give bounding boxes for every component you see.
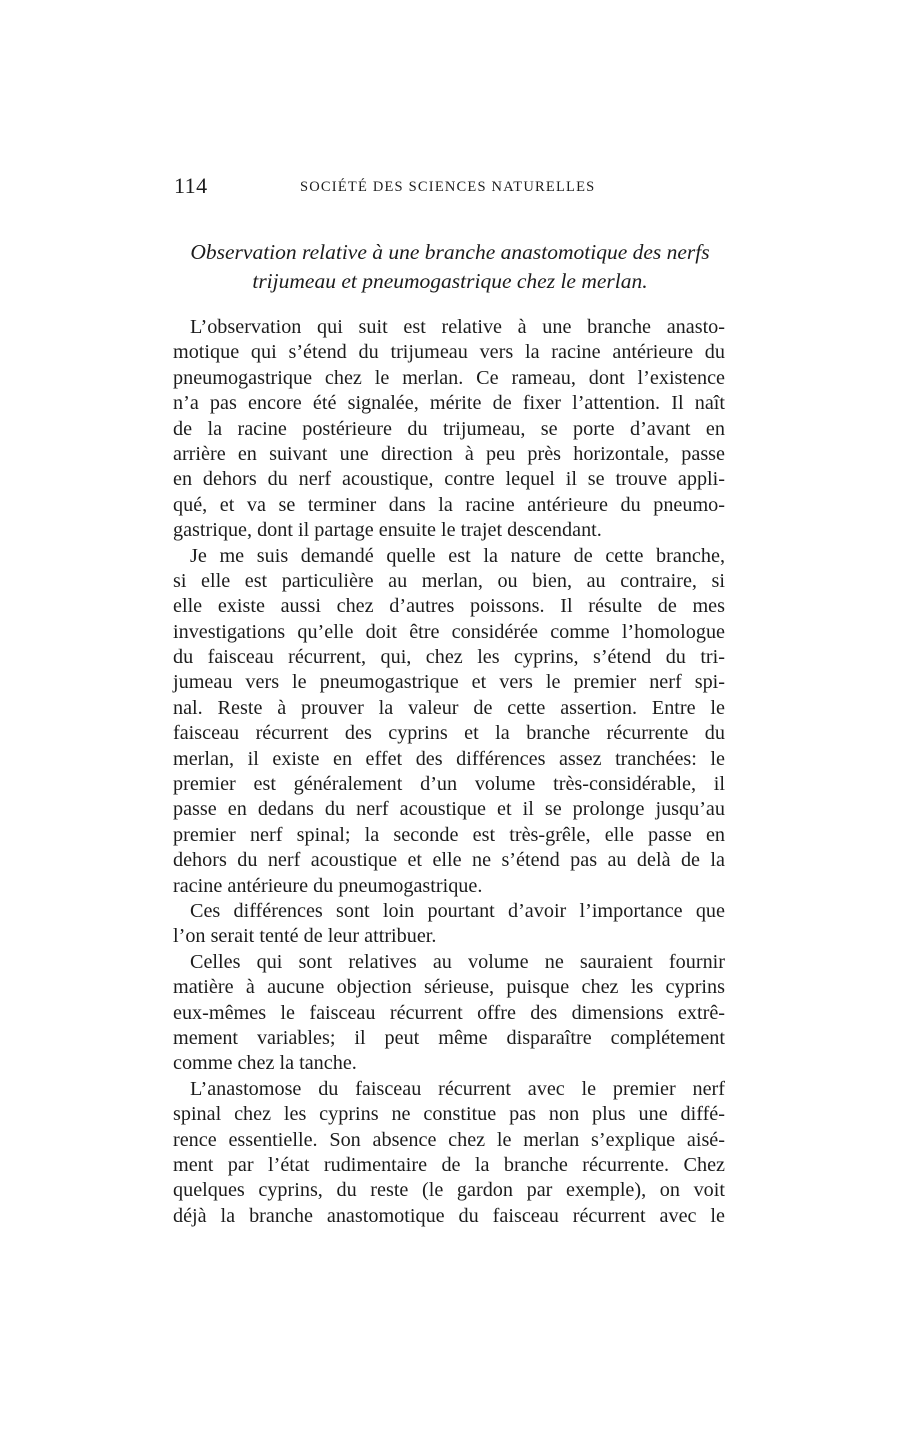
text-line: comme chez la tanche. xyxy=(173,1052,357,1075)
text-line: arrière en suivant une direction à peu près horizontale, passe xyxy=(173,442,725,465)
text-line: L’observation qui suit est relative à une branche anasto- xyxy=(190,316,725,338)
text-line: premier est généralement d’un volume très-considérable, il xyxy=(173,773,725,796)
page-number: 114 xyxy=(174,173,208,198)
journal-title: SOCIÉTÉ DES SCIENCES NATURELLES xyxy=(300,179,596,195)
text-line: gastrique, dont il partage ensuite le trajet descendant. xyxy=(173,519,602,542)
paragraph-1 xyxy=(173,315,725,544)
text-line: quelques cyprins, du reste (le gardon par exemple), on voit xyxy=(173,1179,725,1202)
article-title-line: trijumeau et pneumogastrique chez le merlan. xyxy=(252,269,648,293)
article-title xyxy=(150,238,750,296)
text-line: premier nerf spinal; la seconde est très-grêle, elle passe en xyxy=(173,823,725,846)
text-line: Ces différences sont loin pourtant d’avoir l’importance que xyxy=(190,899,725,922)
paragraph-2 xyxy=(173,544,725,899)
paragraph-3 xyxy=(173,899,725,950)
text-line: rence essentielle. Son absence chez le merlan s’explique aisé- xyxy=(173,1128,725,1151)
running-header xyxy=(170,173,730,203)
text-line: Celles qui sont relatives au volume ne sauraient fournir xyxy=(190,950,725,973)
article-body xyxy=(173,315,725,1229)
text-line: si elle est particulière au merlan, ou bien, au contraire, si xyxy=(173,569,725,592)
text-line: racine antérieure du pneumogastrique. xyxy=(173,874,483,897)
text-line: elle existe aussi chez d’autres poissons. Il résulte de mes xyxy=(173,595,725,618)
text-line: n’a pas encore été signalée, mérite de fixer l’attention. Il naît xyxy=(173,392,725,415)
text-line: en dehors du nerf acoustique, contre lequel il se trouve appli- xyxy=(173,468,725,491)
text-line: jumeau vers le pneumogastrique et vers le premier nerf spi- xyxy=(173,671,725,694)
text-line: Je me suis demandé quelle est la nature de cette branche, xyxy=(190,544,725,567)
text-line: qué, et va se terminer dans la racine antérieure du pneumo- xyxy=(173,493,725,516)
text-line: faisceau récurrent des cyprins et la branche récurrente du xyxy=(173,722,725,745)
article-title-line: Observation relative à une branche anastomotique des nerfs xyxy=(190,240,710,264)
text-line: motique qui s’étend du trijumeau vers la racine antérieure du xyxy=(173,341,725,364)
text-line: merlan, il existe en effet des différences assez tranchées: le xyxy=(173,747,725,770)
text-line: matière à aucune objection sérieuse, puisque chez les cyprins xyxy=(173,976,725,999)
text-line: eux-mêmes le faisceau récurrent offre des dimensions extrê- xyxy=(173,1001,725,1024)
text-line: déjà la branche anastomotique du faisceau récurrent avec le xyxy=(173,1204,725,1227)
text-line: dehors du nerf acoustique et elle ne s’étend pas au delà de la xyxy=(173,849,725,872)
text-line: mement variables; il peut même disparaître complétement xyxy=(173,1026,725,1049)
paragraph-5 xyxy=(173,1077,725,1229)
text-line: nal. Reste à prouver la valeur de cette assertion. Entre le xyxy=(173,696,725,719)
text-line: du faisceau récurrent, qui, chez les cyprins, s’étend du tri- xyxy=(173,646,725,669)
text-line: spinal chez les cyprins ne constitue pas non plus une diffé- xyxy=(173,1103,725,1126)
paragraph-4 xyxy=(173,950,725,1077)
text-line: passe en dedans du nerf acoustique et il se prolonge jusqu’au xyxy=(173,798,725,821)
text-line: pneumogastrique chez le merlan. Ce rameau, dont l’existence xyxy=(173,366,725,389)
text-line: investigations qu’elle doit être considérée comme l’homologue xyxy=(173,620,725,643)
text-line: l’on serait tenté de leur attribuer. xyxy=(173,925,437,948)
text-line: L’anastomose du faisceau récurrent avec le premier nerf xyxy=(190,1077,725,1100)
text-line: de la racine postérieure du trijumeau, se porte d’avant en xyxy=(173,417,725,440)
text-line: ment par l’état rudimentaire de la branche récurrente. Chez xyxy=(173,1153,725,1176)
